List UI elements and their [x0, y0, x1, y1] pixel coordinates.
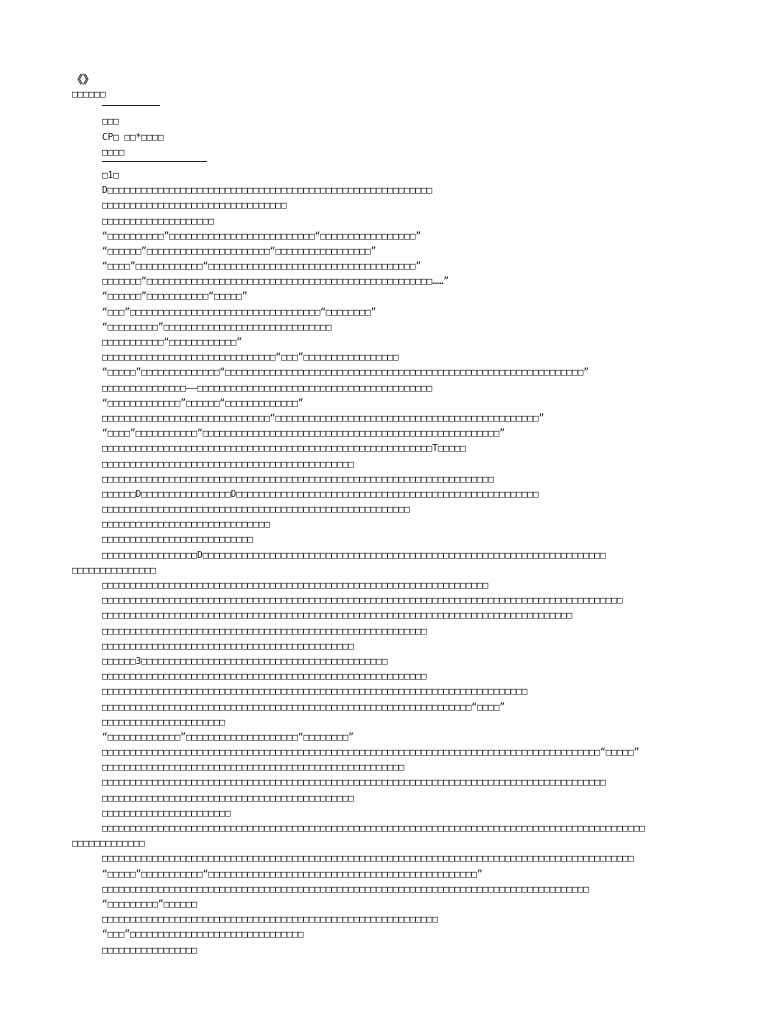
- body-line: □□□□□□□“□□□□□□□□□□□□□□□□□□□□□□□□□□□□□□□□□□□□□□□□□□□□□□□□□□□……”: [102, 276, 450, 288]
- body-line: □□□□□□□□□□□□□□□□□□□□□□□□□□□□□□□□□□□□□□□□□□□□□: [102, 792, 354, 804]
- body-line: □□□□□□□□□□□□□□□□□□□□□□□□□□□□□□□□□□□□□□□□□□□□□□□□□□□□□□□□□□□□□□□□□□□□□: [102, 580, 489, 591]
- body-line: “□□□□□□□□□□”□□□□□□□□□□□□□□□□□□□□□□□□□□“□□□□□□□□□□□□□□□□□”: [102, 230, 422, 242]
- body-line: □□□□□□□□□□□□□□□□□□□□□□□□□□□□□□□□□□□□□□□□□□□□□□□□□□□□□□□□□□□□□□□□□□□□□□□□□□□□□□□□□□□□□□□□□□□□□: [102, 595, 623, 607]
- body-line: “□□□”□□□□□□□□□□□□□□□□□□□□□□□□□□□□□□□: [102, 929, 304, 941]
- body-wrap-line-1: □□□□□□□□□□□□□□□: [72, 564, 156, 576]
- body-line: □□□□□□□□□□□□□□□□□□□□□□□□□□□□□□□□□□□□□□□□□□□□□□□□□□□□□□: [102, 762, 405, 774]
- document-header: □□□□□□: [72, 89, 106, 101]
- meta-line-2: CP□ □□*□□□□: [102, 131, 164, 143]
- body-line: “□□□□□□□□□”□□□□□□: [102, 898, 198, 910]
- body-line: “□□□□□□□□□□□□□”□□□□□□□□□□□□□□□□□□□□“□□□□□□□□”: [102, 731, 354, 743]
- body-line: □□□□□□□□□□□□□□□□□□□□□□□□□□□□□□□□□□□□□□□□□□□□□□□□□□□□□□□□□□□T□□□□□: [102, 443, 466, 455]
- body-line: □□□□□□□□□□□□□□□□□□□□□□□□□□□□□□□□□□□□□□□□□□□□□□□□□□□□□□□□□□□□□□□□□□□□□□□□□□□□□□□□□□□□□□□□□□□□□□□: [102, 853, 634, 865]
- body-line: “□□□□□”□□□□□□□□□□□□□□“□□□□□□□□□□□□□□□□□□□□□□□□□□□□□□□□□□□□□□□□□□□□□□□□□□□□□□□□□□□□□□□□”: [102, 367, 589, 379]
- body-line: □□□□□□□□□□□□□□□□□□□□□□□□□□□□□□□□□□□□□□□□□□□□□□□□□□□□□□□□□□□□□□□□□□□□□□□□□□□□□□□□□□□□□□□□□□□□□□□□□: [102, 823, 645, 834]
- body-wrap-line-2: □□□□□□□□□□□□□: [72, 838, 145, 850]
- body-line: □□□□□□□□□□□□□□□——□□□□□□□□□□□□□□□□□□□□□□□□□□□□□□□□□□□□□□□□□□: [102, 382, 433, 394]
- body-line: D□□□□□□□□□□□□□□□□□□□□□□□□□□□□□□□□□□□□□□□□□□□□□□□□□□□□□□□□□□: [102, 185, 433, 197]
- body-line: “□□□□□□□□□”□□□□□□□□□□□□□□□□□□□□□□□□□□□□□□: [102, 321, 332, 333]
- body-line: □□□□□□□□□□□□□□□□□□□□□□□□□□□□□□□□□□□□□□□□□□□□□□□□□□□□□□□□□□□□□□□□□□□□□□□□□□□□□□□□□□□□□□□□□“□□□□□”: [102, 747, 640, 759]
- body-line: “□□□□□□”□□□□□□□□□□□□□□□□□□□□□□“□□□□□□□□□□□□□□□□□”: [102, 245, 377, 257]
- body-line: □□□□□□□□□□□□□□□□□□□□□□□□□□□□□□□□□□□□□□□□□□□□□□□□□□□□□□□: [102, 504, 410, 516]
- body-line: □□□□□□D□□□□□□□□□□□□□□□□D□□□□□□□□□□□□□□□□□□□□□□□□□□□□□□□□□□□□□□□□□□□□□□□□□□□□□□: [102, 488, 539, 500]
- body-line: □□□□□□□□□□□□□□□□□□□□□□□□□□□□□□□□□□□□□□□□□□□□□□□□□□□□□□□□□□□□□□□□□□□□□□□□□□□□□□□□□□□□□□□□□□: [102, 777, 606, 789]
- body-section-1: [72, 183, 712, 563]
- body-line: □□□□□□□□□□□□□□□□□□□□□□□□□□□□□□□□□□□□□□□□□□□□□□□□□□□□□□□□□□□□: [102, 914, 438, 926]
- body-line: □□□□□□□□□□□“□□□□□□□□□□□□”: [102, 337, 242, 348]
- body-section-3: [72, 851, 712, 957]
- body-line: □□□□□□□□□□□□□□□□□□□□□□□□□□□□□□□□□□□□□□□□□□□□□□□□□□□□□□□□□□□□□□□□□□□□□□□□□□□□: [102, 686, 528, 698]
- body-line: “□□□□”□□□□□□□□□□□□“□□□□□□□□□□□□□□□□□□□□□□□□□□□□□□□□□□□□□”: [102, 261, 422, 273]
- body-line: □□□□□□□□□□□□□□□□□□□□□□□□□□□: [102, 534, 254, 546]
- body-line: □□□□□□□□□□□□□□□□□□□□□□□□□□□□□□□“□□□”□□□□□□□□□□□□□□□□□: [102, 352, 399, 364]
- body-line: “□□□□”□□□□□□□□□□□“□□□□□□□□□□□□□□□□□□□□□□□□□□□□□□□□□□□□□□□□□□□□□□□□□□□□□”: [102, 428, 505, 440]
- body-line: □□□□□□□□□□□□□□□□□□□□□□□□□□□□□□□□□□□□□□□□□□□□□□□□□□□□□□□□□□□□□□□□□□□□□□□□□□□□□□□□□□□□: [102, 610, 573, 622]
- header-divider: [102, 105, 160, 106]
- document-title-mark: 《》: [72, 73, 94, 86]
- meta-divider: [102, 161, 207, 162]
- body-section-2: [72, 578, 712, 836]
- body-line: □□□□□□□□□□□□□□□□□□□□□□: [102, 716, 226, 728]
- body-line: □□□□□□□□□□□□□□□□□□□□□□□□□□□□□□□□□□□□□□□□□□□□□□□□□□□□□□□□□□: [102, 671, 427, 683]
- body-line: “□□□”□□□□□□□□□□□□□□□□□□□□□□□□□□□□□□□□□□“□□□□□□□□”: [102, 306, 377, 318]
- chapter-heading: □1□: [102, 169, 119, 181]
- body-line: □□□□□□3□□□□□□□□□□□□□□□□□□□□□□□□□□□□□□□□□□□□□□□□□□□□: [102, 655, 388, 667]
- meta-line-3: □□□□: [102, 146, 125, 158]
- body-line: □□□□□□□□□□□□□□□□□□□□□□□□□□□□□□: [102, 519, 270, 531]
- body-line: □□□□□□□□□□□□□□□□□□□□□□□□□□□□□□□□□□□□□□□□□□□□□□□□□□□□□□□□□□□□□□□□□□“□□□□”: [102, 701, 505, 713]
- body-line: □□□□□□□□□□□□□□□□□□□□□□□□□□□□□□□□□□□□□□□□□□□□□□□□□□□□□□□□□□□□□□□□□□□□□□□□□□□□□□□□□□□□□□□: [102, 883, 589, 895]
- document-page: [72, 72, 712, 958]
- body-line: □□□□□□□□□□□□□□□□□: [102, 944, 198, 956]
- body-line: □□□□□□□□□□□□□□□□□□□□□□□□□□□□□□□□□□□□□□□□□□□□□□□□□□□□□□□□□□: [102, 625, 427, 637]
- body-line: □□□□□□□□□□□□□□□□□□□□□□□□□□□□□□□□□: [102, 200, 287, 212]
- body-line: □□□□□□□□□□□□□□□□□□□□□□□□□□□□□□“□□□□□□□□□□□□□□□□□□□□□□□□□□□□□□□□□□□□□□□□□□□□□□□”: [102, 412, 545, 424]
- body-line: □□□□□□□□□□□□□□□□□□□□□□□□□□□□□□□□□□□□□□□□□□□□□: [102, 640, 354, 652]
- body-line: □□□□□□□□□□□□□□□□□□□□□□□□□□□□□□□□□□□□□□□□□□□□□□□□□□□□□□□□□□□□□□□□□□□□□□: [102, 473, 494, 485]
- body-line: “□□□□□”□□□□□□□□□□□“□□□□□□□□□□□□□□□□□□□□□□□□□□□□□□□□□□□□□□□□□□□□□□□□”: [102, 868, 483, 880]
- body-line: □□□□□□□□□□□□□□□□□□□□□□□: [102, 807, 231, 819]
- body-line: “□□□□□□□□□□□□□”□□□□□□“□□□□□□□□□□□□□”: [102, 397, 304, 409]
- meta-line-1: □□□: [102, 116, 119, 128]
- body-line: □□□□□□□□□□□□□□□□□D□□□□□□□□□□□□□□□□□□□□□□□□□□□□□□□□□□□□□□□□□□□□□□□□□□□□□□□□□□□□□□□□□□□□□□□□: [102, 549, 606, 561]
- body-line: □□□□□□□□□□□□□□□□□□□□: [102, 215, 214, 227]
- body-line: “□□□□□□”□□□□□□□□□□□“□□□□□”: [102, 291, 248, 303]
- body-line: □□□□□□□□□□□□□□□□□□□□□□□□□□□□□□□□□□□□□□□□□□□□□: [102, 458, 354, 470]
